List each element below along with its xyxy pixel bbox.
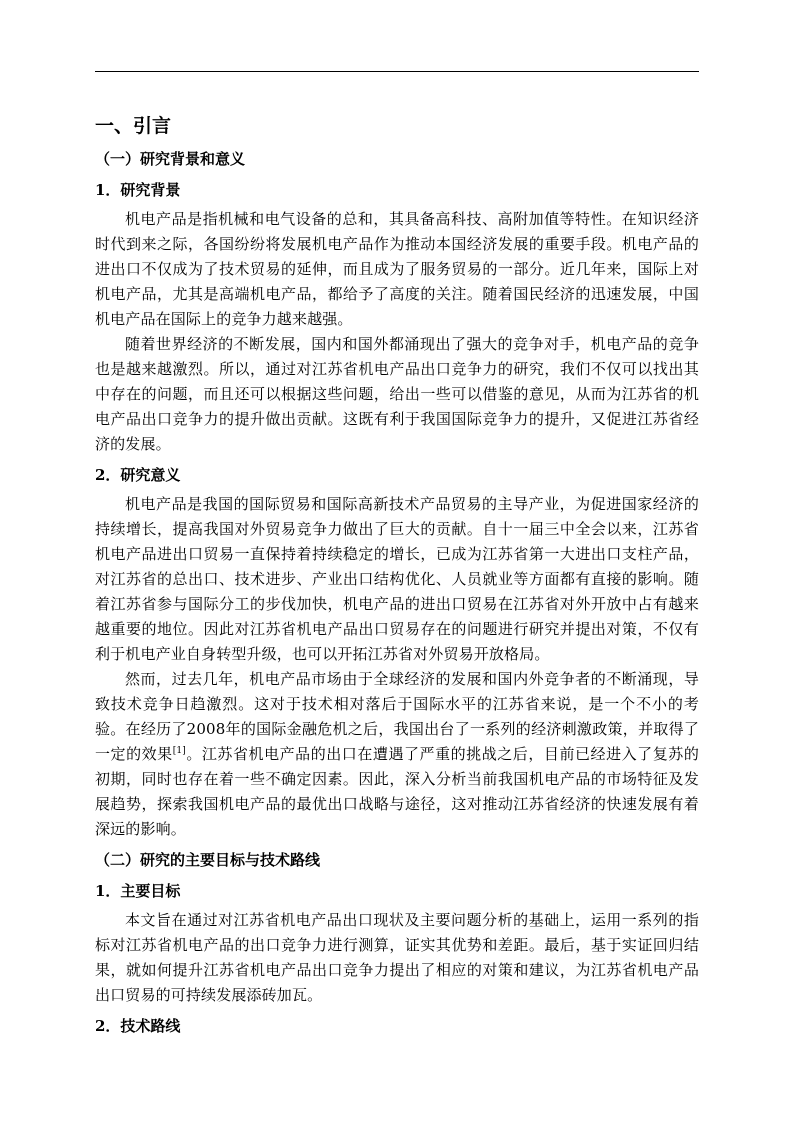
header-rule <box>95 71 699 72</box>
paragraph-text-part-1: 然而，过去几年，机电产品市场由于全球经济的发展和国内外竞争者的不断涌现，导致技术竞争日趋激烈。这对于技术相对落后于国际水平的江苏省来说，是一个不小的考验。在经历了2008年的国际金融危机之后，我国出台了一系列的经济刺激政策，并取得了一定的效果 <box>95 670 699 763</box>
citation-marker: [1] <box>172 746 186 756</box>
paragraph: 机电产品是我国的国际贸易和国际高新技术产品贸易的主导产业，为促进国家经济的持续增长，提高我国对外贸易竞争力做出了巨大的贡献。自十一届三中全会以来，江苏省机电产品进出口贸易一直保持着持续稳定的增长，已成为江苏省第一大进出口支柱产品，对江苏省的总出口、技术进步、产业出口结构优化、人员就业等方面都有直接的影响。随着江苏省参与国际分工的步伐加快，机电产品的进出口贸易在江苏省对外开放中占有越来越重要的地位。因此对江苏省机电产品出口贸易存在的问题进行研究并提出对策，不仅有利于机电产业自身转型升级，也可以开拓江苏省对外贸易开放格局。 <box>95 495 699 663</box>
subsection-heading-research-significance: 2．研究意义 <box>95 466 181 484</box>
paragraph: 随着世界经济的不断发展，国内和国外都涌现出了强大的竞争对手，机电产品的竞争也是越来越激烈。所以，通过对江苏省机电产品出口竞争力的研究，我们不仅可以找出其中存在的问题，而且还可以根据这些问题，给出一些可以借鉴的意见，从而为江苏省的机电产品出口竞争力的提升做出贡献。这既有利于我国国际竞争力的提升，又促进江苏省经济的发展。 <box>95 335 699 453</box>
subsection-heading-research-background: 1．研究背景 <box>95 181 181 199</box>
paragraph-text-part-2: 。江苏省机电产品的出口在遭遇了严重的挑战之后，目前已经进入了复苏的初期，同时也存在着一些不确定因素。因此，深入分析当前我国机电产品的市场特征及发展趋势，探索我国机电产品的最优出口战略与途径，这对推动江苏省经济的快速发展有着深远的影响。 <box>95 745 699 838</box>
paragraph: 本文旨在通过对江苏省机电产品出口现状及主要问题分析的基础上，运用一系列的指标对江苏省机电产品的出口竞争力进行测算，证实其优势和差距。最后，基于实证回归结果，就如何提升江苏省机电产品出口竞争力提出了相应的对策和建议，为江苏省机电产品出口贸易的可持续发展添砖加瓦。 <box>95 911 699 1004</box>
paragraph-with-citation <box>95 667 699 842</box>
document-body <box>95 112 699 1043</box>
paragraph: 机电产品是指机械和电气设备的总和，其具备高科技、高附加值等特性。在知识经济时代到来之际，各国纷纷将发展机电产品作为推动本国经济发展的重要手段。机电产品的进出口不仅成为了技术贸易的延伸，而且成为了服务贸易的一部分。近几年来，国际上对机电产品，尤其是高端机电产品，都给予了高度的关注。随着国民经济的迅速发展，中国机电产品在国际上的竞争力越来越强。 <box>95 210 699 328</box>
section-heading-background: （一）研究背景和意义 <box>95 150 246 168</box>
chapter-heading: 一、引言 <box>95 115 172 137</box>
subsection-heading-main-objectives: 1．主要目标 <box>95 882 181 900</box>
section-heading-objectives: （二）研究的主要目标与技术路线 <box>95 851 321 869</box>
subsection-heading-technical-route: 2．技术路线 <box>95 1017 181 1035</box>
